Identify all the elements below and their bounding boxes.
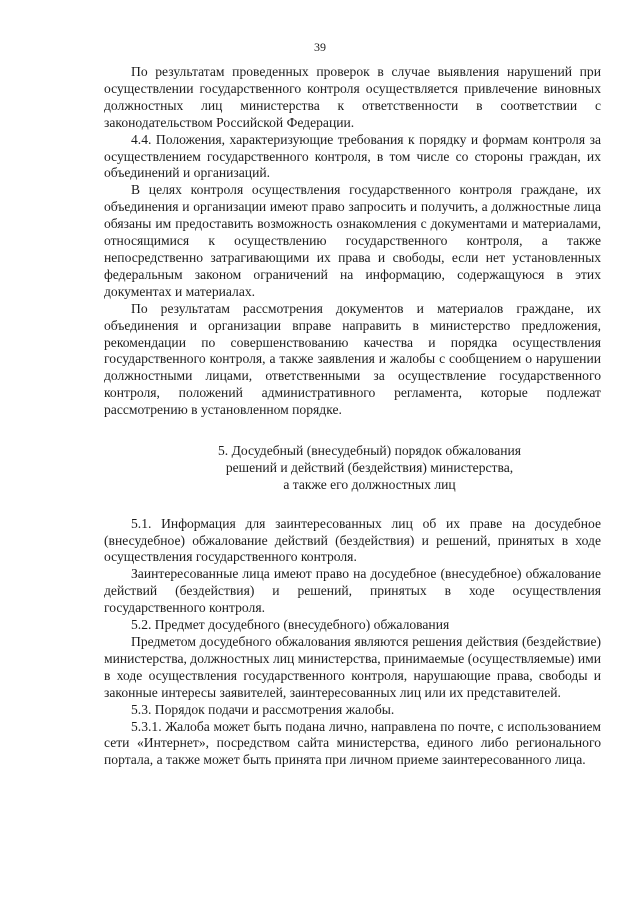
- paragraph: В целях контроля осуществления государственного контроля граждане, их объединения и организации имеют право запросить и получить, а должностные лица обязаны им предоставить возможность ознакомления с документами и материалами, относящимися к осуществлению государственного контроля, а также непосредственно затрагивающими их права и свободы, если нет установленных федеральным законом ограничений на информацию, содержащуюся в этих документах и материалах.: [104, 182, 601, 299]
- paragraph: 5.2. Предмет досудебного (внесудебного) обжалования: [131, 617, 450, 633]
- paragraph: 5.3.1. Жалоба может быть подана лично, направлена по почте, с использованием сети «Интернет», посредством сайта министерства, единого либо регионального портала, а также может быть принята при личном приеме заинтересованного лица.: [104, 718, 601, 768]
- paragraph: 4.4. Положения, характеризующие требования к порядку и формам контроля за осуществлением государственного контроля, в том числе со стороны граждан, их объединений и организаций.: [104, 131, 601, 181]
- section-heading-line: а также его должностных лиц: [283, 477, 456, 493]
- paragraph: 5.1. Информация для заинтересованных лиц об их праве на досудебное (внесудебное) обжалование действий (бездействия) и решений, принятых в ходе осуществления государственного контроля.: [104, 515, 601, 565]
- paragraph: По результатам проведенных проверок в случае выявления нарушений при осуществлении государственного контроля осуществляется привлечение виновных должностных лиц министерства к ответственности в соответствии с законодательством Российской Федерации.: [104, 64, 601, 130]
- section-heading: [104, 442, 601, 494]
- paragraph: Предметом досудебного обжалования являются решения действия (бездействие) министерства, должностных лиц министерства, принимаемые (осуществляемые) ими в ходе осуществления государственного контроля, нарушающие права, свободы и законные интересы заявителей, заинтересованных лиц или их представителей.: [104, 633, 601, 700]
- paragraph: По результатам рассмотрения документов и материалов граждане, их объединения и организации вправе направить в министерство предложения, рекомендации по совершенствованию качества и порядка осуществления государственного контроля, а также заявления и жалобы с сообщением о нарушении должностными лицами, ответственными за осуществление государственного контроля, положений административного регламента, которые подлежат рассмотрению в установленном порядке.: [104, 300, 601, 418]
- page-number: 39: [314, 40, 326, 54]
- paragraph: 5.3. Порядок подачи и рассмотрения жалобы.: [131, 701, 395, 717]
- section-heading-line: 5. Досудебный (внесудебный) порядок обжалования: [217, 443, 522, 459]
- section-heading-line: решений и действий (бездействия) министерства,: [225, 460, 514, 476]
- page-content: [104, 64, 601, 769]
- paragraph: Заинтересованные лица имеют право на досудебное (внесудебное) обжалование действий (бездействия) и решений, принятых в ходе осуществления государственного контроля.: [104, 566, 601, 616]
